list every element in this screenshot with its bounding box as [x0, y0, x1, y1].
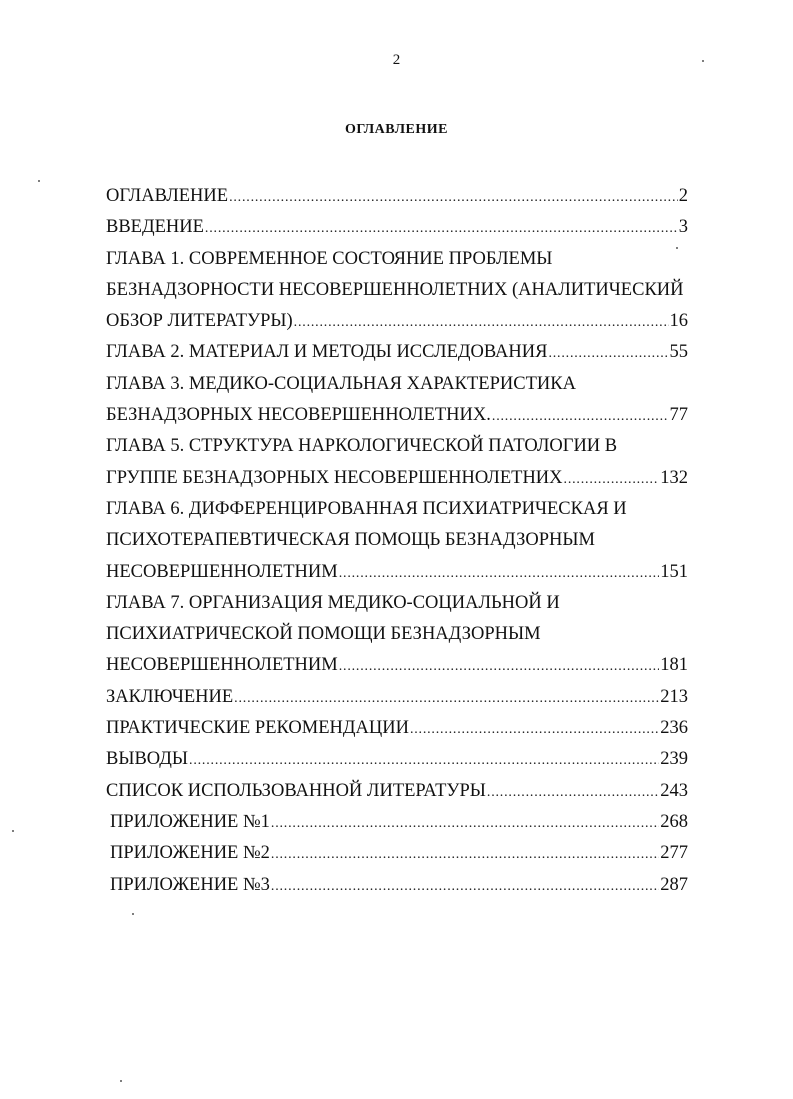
toc-entry-text: ГРУППЕ БЕЗНАДЗОРНЫХ НЕСОВЕРШЕННОЛЕТНИХ	[106, 467, 563, 488]
toc-entry-page: 55	[669, 342, 688, 363]
toc-entry-text: ОГЛАВЛЕНИЕ	[106, 186, 229, 206]
toc-entry-text: ПРАКТИЧЕСКИЕ РЕКОМЕНДАЦИИ	[106, 718, 409, 739]
toc-entry-page: 181	[660, 655, 688, 676]
toc-entry-text: ГЛАВА 6. ДИФФЕРЕНЦИРОВАННАЯ ПСИХИАТРИЧЕСКАЯ И	[106, 498, 627, 519]
toc-entry-text: БЕЗНАДЗОРНОСТИ НЕСОВЕРШЕННОЛЕТНИХ (АНАЛИТИЧЕСКИЙ	[106, 279, 684, 300]
page-number: 2	[392, 52, 401, 68]
toc-entry-appendix-3[interactable]	[106, 870, 688, 901]
toc-entry-chapter-1[interactable]	[106, 244, 688, 338]
toc-leader-dots	[487, 777, 659, 807]
toc-entry-introduction[interactable]	[106, 212, 688, 243]
toc-entry-findings[interactable]	[106, 744, 688, 775]
toc-entry-text: ОБЗОР ЛИТЕРАТУРЫ)	[106, 311, 293, 332]
toc-entry-text: ГЛАВА 1. СОВРЕМЕННОЕ СОСТОЯНИЕ ПРОБЛЕМЫ	[106, 248, 553, 269]
toc-leader-dots	[339, 558, 660, 588]
toc-leader-dots	[492, 401, 669, 431]
toc-entry-text: ПРИЛОЖЕНИЕ №1	[110, 811, 270, 832]
toc-entry-appendix-2[interactable]	[106, 838, 688, 869]
scan-speck	[676, 247, 678, 249]
toc-entry-chapter-2[interactable]	[106, 337, 688, 368]
toc-entry-text: ПСИХИАТРИЧЕСКОЙ ПОМОЩИ БЕЗНАДЗОРНЫМ	[106, 624, 541, 645]
toc-entry-text: ПРИЛОЖЕНИЕ №2	[110, 843, 270, 864]
toc-entry-text: ГЛАВА 2. МАТЕРИАЛ И МЕТОДЫ ИССЛЕДОВАНИЯ	[106, 342, 548, 363]
toc-entry-chapter-6[interactable]	[106, 494, 688, 588]
toc-entry-page: 243	[660, 780, 688, 801]
table-of-contents	[106, 181, 688, 901]
toc-entry-page: 277	[660, 843, 688, 864]
toc-entry-page: 2	[678, 186, 688, 206]
toc-entry-text: НЕСОВЕРШЕННОЛЕТНИМ	[106, 561, 338, 582]
toc-entry-text: ГЛАВА 5. СТРУКТУРА НАРКОЛОГИЧЕСКОЙ ПАТОЛОГИИ В	[106, 436, 618, 457]
toc-entry-text: ГЛАВА 7. ОРГАНИЗАЦИЯ МЕДИКО-СОЦИАЛЬНОЙ И	[106, 592, 560, 613]
scan-speck	[38, 180, 40, 182]
toc-entry-references[interactable]	[106, 776, 688, 807]
toc-leader-dots	[410, 714, 659, 744]
toc-entry-text: ПРИЛОЖЕНИЕ №3	[110, 874, 270, 895]
toc-leader-dots	[271, 808, 659, 838]
toc-entry-text: ВЫВОДЫ	[106, 749, 189, 770]
toc-entry-text: ГЛАВА 3. МЕДИКО-СОЦИАЛЬНАЯ ХАРАКТЕРИСТИКА	[106, 373, 576, 394]
scan-speck	[120, 1080, 122, 1082]
toc-leader-dots	[548, 338, 668, 368]
toc-entry-text: ВВЕДЕНИЕ	[106, 217, 204, 238]
scan-speck	[132, 913, 134, 915]
toc-entry-text: СПИСОК ИСПОЛЬЗОВАННОЙ ЛИТЕРАТУРЫ	[106, 780, 486, 801]
toc-entry-page: 132	[660, 467, 688, 488]
toc-entry-page: 151	[660, 561, 688, 582]
toc-leader-dots	[339, 651, 660, 681]
toc-entry-text: НЕСОВЕРШЕННОЛЕТНИМ	[106, 655, 338, 676]
toc-entry-page: 236	[660, 718, 688, 739]
toc-leader-dots	[229, 182, 678, 212]
toc-leader-dots	[271, 839, 659, 869]
toc-entry-text: ПСИХОТЕРАПЕВТИЧЕСКАЯ ПОМОЩЬ БЕЗНАДЗОРНЫМ	[106, 530, 595, 551]
toc-entry-recommendations[interactable]	[106, 713, 688, 744]
toc-entry-text: ЗАКЛЮЧЕНИЕ	[106, 686, 234, 707]
toc-entry-text: БЕЗНАДЗОРНЫХ НЕСОВЕРШЕННОЛЕТНИХ.	[106, 405, 491, 426]
toc-entry-chapter-5[interactable]	[106, 431, 688, 494]
toc-entry-conclusion[interactable]	[106, 682, 688, 713]
toc-entry-page: 239	[660, 749, 688, 770]
toc-entry-appendix-1[interactable]	[106, 807, 688, 838]
toc-leader-dots	[189, 745, 659, 775]
toc-entry-contents[interactable]	[106, 181, 688, 212]
toc-entry-page: 16	[669, 311, 688, 332]
toc-leader-dots	[205, 213, 678, 243]
toc-title: ОГЛАВЛЕНИЕ	[345, 122, 448, 137]
toc-entry-page: 287	[660, 874, 688, 895]
toc-leader-dots	[271, 871, 659, 901]
toc-leader-dots	[294, 307, 669, 337]
toc-entry-chapter-7[interactable]	[106, 588, 688, 682]
toc-leader-dots	[234, 683, 659, 713]
toc-entry-chapter-3[interactable]	[106, 369, 688, 432]
toc-entry-page: 77	[669, 405, 688, 426]
toc-entry-page: 213	[660, 686, 688, 707]
toc-entry-page: 268	[660, 811, 688, 832]
scan-speck	[702, 60, 704, 62]
toc-leader-dots	[564, 464, 660, 494]
scan-speck	[12, 830, 14, 832]
toc-entry-page: 3	[678, 217, 688, 238]
